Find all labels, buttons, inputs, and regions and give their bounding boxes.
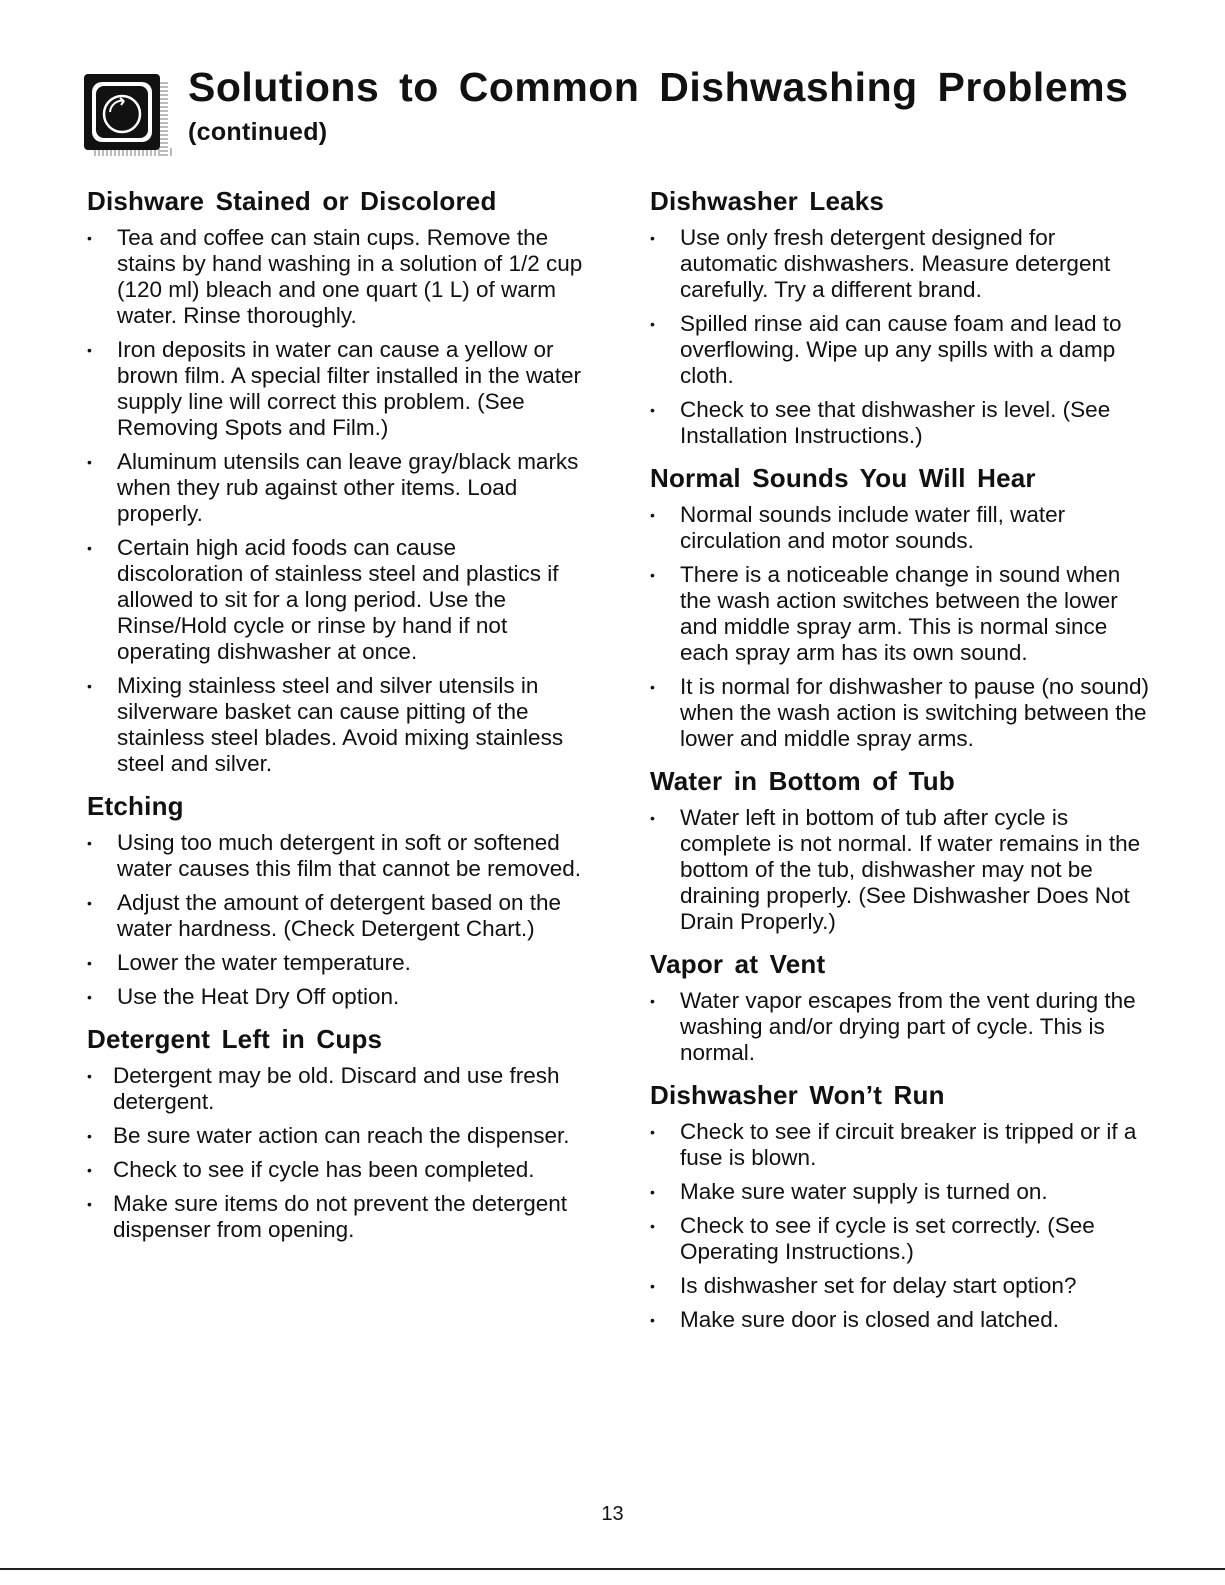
- page-number: 13: [601, 1503, 624, 1525]
- list-item: • Tea and coffee can stain cups. Remove the stains by hand washing in a solution of 1/2 cup (120 ml) bleach and one quart (1 L) of warm water. Rinse thoroughly.: [87, 225, 587, 329]
- list-item: • Be sure water action can reach the dispenser.: [87, 1123, 587, 1149]
- list-item: • It is normal for dishwasher to pause (no sound) when the wash action is switching between the lower and middle spray arms.: [650, 674, 1150, 752]
- right-column: [650, 186, 1150, 1347]
- list-item: • Adjust the amount of detergent based on the water hardness. (Check Detergent Chart.): [87, 890, 587, 942]
- section-heading: Normal Sounds You Will Hear: [650, 463, 1036, 493]
- list-item: • Normal sounds include water fill, water circulation and motor sounds.: [650, 502, 1150, 554]
- list-item: • Make sure water supply is turned on.: [650, 1179, 1150, 1205]
- logo-shadow-side: [160, 82, 168, 156]
- section-vapor-at-vent: [650, 949, 1150, 1066]
- list-item: • Make sure items do not prevent the detergent dispenser from opening.: [87, 1191, 587, 1243]
- list-item: • There is a noticeable change in sound when the wash action switches between the lower and middle spray arm. This is normal since each spray arm has its own sound.: [650, 562, 1150, 666]
- list-item: • Use the Heat Dry Off option.: [87, 984, 587, 1010]
- list-item: • Water left in bottom of tub after cycle is complete is not normal. If water remains in the bottom of the tub, dishwasher may not be draining properly. (See Dishwasher Does Not Drain Properly.): [650, 805, 1150, 935]
- list-item: • Mixing stainless steel and silver utensils in silverware basket can cause pitting of the stainless steel blades. Avoid mixing stainless steel and silver.: [87, 673, 587, 777]
- section-wont-run: [650, 1080, 1150, 1333]
- dishwasher-logo-icon: [84, 74, 160, 150]
- section-heading: Dishware Stained or Discolored: [87, 186, 497, 216]
- list-item: • Is dishwasher set for delay start option?: [650, 1273, 1150, 1299]
- left-column: [87, 186, 587, 1257]
- page-subtitle: (continued): [188, 118, 328, 146]
- section-heading: Water in Bottom of Tub: [650, 766, 955, 796]
- list-item: • Check to see that dishwasher is level. (See Installation Instructions.): [650, 397, 1150, 449]
- section-dishwasher-leaks: [650, 186, 1150, 449]
- list-item: • Spilled rinse aid can cause foam and lead to overflowing. Wipe up any spills with a damp cloth.: [650, 311, 1150, 389]
- list-item: • Check to see if circuit breaker is tripped or if a fuse is blown.: [650, 1119, 1150, 1171]
- section-dishware-stained: [87, 186, 587, 777]
- section-heading: Etching: [87, 791, 184, 821]
- list-item: • Certain high acid foods can cause discoloration of stainless steel and plastics if allowed to sit for a long period. Use the Rinse/Hold cycle or rinse by hand if not operating dishwasher at once.: [87, 535, 587, 665]
- section-etching: [87, 791, 587, 1010]
- page-title: Solutions to Common Dishwashing Problems: [188, 64, 1129, 110]
- section-heading: Detergent Left in Cups: [87, 1024, 383, 1054]
- list-item: • Lower the water temperature.: [87, 950, 587, 976]
- section-heading: Dishwasher Leaks: [650, 186, 885, 216]
- list-item: • Using too much detergent in soft or softened water causes this film that cannot be removed.: [87, 830, 587, 882]
- section-water-in-tub: [650, 766, 1150, 935]
- page-header: [84, 60, 1184, 170]
- list-item: • Check to see if cycle is set correctly. (See Operating Instructions.): [650, 1213, 1150, 1265]
- bottom-rule: [0, 1568, 1225, 1570]
- section-normal-sounds: [650, 463, 1150, 752]
- list-item: • Use only fresh detergent designed for automatic dishwashers. Measure detergent carefully. Try a different brand.: [650, 225, 1150, 303]
- list-item: • Check to see if cycle has been completed.: [87, 1157, 587, 1183]
- section-detergent-left: [87, 1024, 587, 1243]
- list-item: • Detergent may be old. Discard and use fresh detergent.: [87, 1063, 587, 1115]
- list-item: • Make sure door is closed and latched.: [650, 1307, 1150, 1333]
- list-item: • Aluminum utensils can leave gray/black marks when they rub against other items. Load properly.: [87, 449, 587, 527]
- list-item: • Iron deposits in water can cause a yellow or brown film. A special filter installed in the water supply line will correct this problem. (See Removing Spots and Film.): [87, 337, 587, 441]
- section-heading: Vapor at Vent: [650, 949, 826, 979]
- list-item: • Water vapor escapes from the vent during the washing and/or drying part of cycle. This is normal.: [650, 988, 1150, 1066]
- section-heading: Dishwasher Won’t Run: [650, 1080, 945, 1110]
